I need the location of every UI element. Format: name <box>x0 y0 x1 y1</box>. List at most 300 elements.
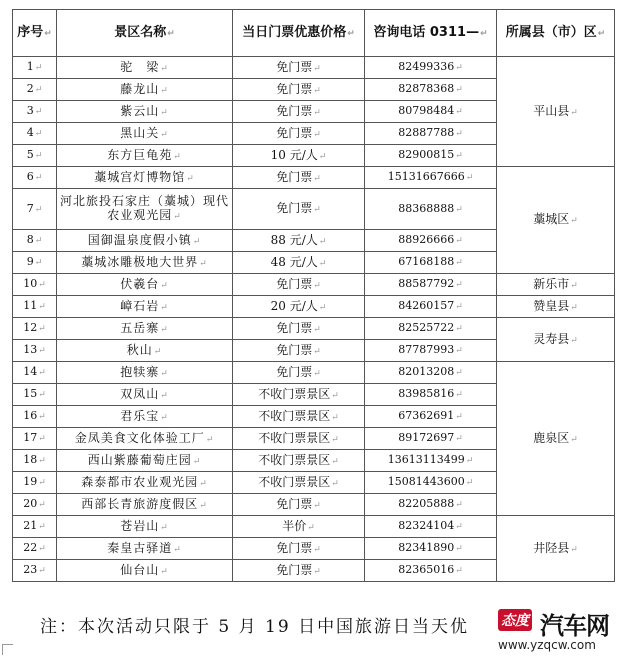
county-name: 赞皇县 <box>533 298 570 313</box>
header-price: 当日门票优惠价格↵ <box>233 10 365 57</box>
paragraph-mark: ↵ <box>199 258 208 269</box>
phone-number-cell <box>365 428 497 450</box>
ticket-price: 免门票 <box>276 342 313 357</box>
paragraph-mark: ↵ <box>313 280 321 291</box>
ticket-price-cell <box>233 472 365 494</box>
scenic-spot-name: 河北旅投石家庄（藁城）现代农业观光园 <box>59 194 229 222</box>
paragraph-mark: ↵ <box>160 85 169 96</box>
ticket-price: 免门票 <box>276 103 313 118</box>
ticket-price-cell <box>233 230 365 252</box>
phone-number: 82525722 <box>398 321 455 334</box>
phone-number-cell <box>365 145 497 167</box>
ticket-price-cell <box>233 79 365 101</box>
county-cell <box>497 362 615 516</box>
row-number: 1 <box>26 60 34 73</box>
row-number-cell <box>13 230 57 252</box>
paragraph-mark: ↵ <box>570 280 578 291</box>
table-header-row <box>13 10 615 57</box>
paragraph-mark: ↵ <box>160 302 169 313</box>
ticket-price: 免门票 <box>276 81 313 96</box>
phone-number-cell <box>365 538 497 560</box>
paragraph-mark: ↵ <box>570 544 578 555</box>
scenic-spot-name: 君乐宝 <box>120 408 160 423</box>
paragraph-mark: ↵ <box>455 368 463 378</box>
scenic-spot-name: 西部长青旅游度假区 <box>81 496 199 511</box>
ticket-price-cell <box>233 516 365 538</box>
paragraph-mark: ↵ <box>313 63 321 74</box>
ticket-price-cell <box>233 101 365 123</box>
phone-number-cell <box>365 79 497 101</box>
table-row <box>13 274 615 296</box>
row-number-cell <box>13 123 57 145</box>
row-number-cell <box>13 494 57 516</box>
ticket-price: 不收门票景区 <box>258 452 331 467</box>
scenic-spot-name-cell <box>57 274 233 296</box>
ticket-price: 88 元/人 <box>270 232 318 247</box>
ticket-price: 不收门票景区 <box>258 386 331 401</box>
county-name: 井陉县 <box>533 540 570 555</box>
phone-number: 15081443600 <box>387 475 465 488</box>
row-number: 3 <box>26 104 34 117</box>
ticket-price-cell <box>233 296 365 318</box>
phone-number-cell <box>365 450 497 472</box>
county-cell <box>497 274 615 296</box>
row-number: 12 <box>23 321 38 334</box>
phone-number: 13613113499 <box>387 453 465 466</box>
paragraph-mark: ↵ <box>455 107 463 117</box>
row-number-cell <box>13 145 57 167</box>
ticket-price-cell <box>233 560 365 582</box>
county-cell <box>497 57 615 167</box>
scenic-spot-name-cell <box>57 189 233 230</box>
phone-number-cell <box>365 406 497 428</box>
paragraph-mark: ↵ <box>318 302 327 313</box>
scenic-spot-name-cell <box>57 230 233 252</box>
row-number: 13 <box>23 343 38 356</box>
paragraph-mark: ↵ <box>38 478 46 488</box>
paragraph-mark: ↵ <box>38 368 46 378</box>
paragraph-mark: ↵ <box>318 236 327 247</box>
paragraph-mark: ↵ <box>34 107 43 117</box>
paragraph-mark: ↵ <box>38 434 46 444</box>
paragraph-mark: ↵ <box>34 63 43 73</box>
paragraph-mark: ↵ <box>153 346 163 357</box>
phone-number: 82878368 <box>398 82 455 95</box>
scenic-spots-table <box>12 9 615 582</box>
paragraph-mark: ↵ <box>455 63 463 73</box>
scenic-spot-name: 紫云山 <box>120 103 160 118</box>
paragraph-mark: ↵ <box>455 346 463 356</box>
phone-number-cell <box>365 516 497 538</box>
paragraph-mark: ↵ <box>455 129 463 139</box>
scenic-spot-name-cell <box>57 560 233 582</box>
paragraph-mark: ↵ <box>34 151 43 161</box>
paragraph-mark: ↵ <box>34 129 43 139</box>
county-cell <box>497 296 615 318</box>
paragraph-mark: ↵ <box>34 258 43 268</box>
logo-url: www.yzqcw.com <box>498 638 596 652</box>
scenic-spot-name: 黑山关 <box>120 125 160 140</box>
row-number-cell <box>13 79 57 101</box>
phone-number-cell <box>365 123 497 145</box>
paragraph-mark: ↵ <box>307 522 315 533</box>
row-number-cell <box>13 189 57 230</box>
row-number: 14 <box>23 365 38 378</box>
row-number: 9 <box>26 255 34 268</box>
paragraph-mark: ↵ <box>160 324 169 335</box>
row-number-cell <box>13 538 57 560</box>
phone-number: 67168188 <box>398 255 455 268</box>
row-number-cell <box>13 516 57 538</box>
row-number-cell <box>13 406 57 428</box>
county-name: 鹿泉区 <box>533 430 570 445</box>
phone-number: 87787993 <box>398 343 455 356</box>
paragraph-mark: ↵ <box>160 368 169 379</box>
row-number: 5 <box>26 148 34 161</box>
paragraph-mark: ↵ <box>192 456 202 467</box>
scenic-spot-name-cell <box>57 428 233 450</box>
phone-number-cell <box>365 101 497 123</box>
phone-number-cell <box>365 296 497 318</box>
scenic-spot-name: 西山紫藤葡萄庄园 <box>87 452 192 467</box>
table-row <box>13 296 615 318</box>
paragraph-mark: ↵ <box>331 412 339 423</box>
scenic-spot-name: 抱犊寨 <box>120 364 160 379</box>
phone-number-cell <box>365 340 497 362</box>
paragraph-mark: ↵ <box>455 500 463 510</box>
scenic-spot-name: 秦皇古驿道 <box>107 540 173 555</box>
phone-number-cell <box>365 472 497 494</box>
row-number: 18 <box>23 453 38 466</box>
ticket-price-cell <box>233 362 365 384</box>
ticket-price: 免门票 <box>276 125 313 140</box>
header-phone: 咨询电话 0311—↵ <box>365 10 497 57</box>
paragraph-mark: ↵ <box>38 280 46 290</box>
paragraph-mark: ↵ <box>318 258 327 269</box>
phone-number: 82499336 <box>398 60 455 73</box>
table-row <box>13 362 615 384</box>
scenic-spot-name: 嶂石岩 <box>120 298 160 313</box>
row-number: 10 <box>23 277 38 290</box>
paragraph-mark: ↵ <box>38 302 46 312</box>
scenic-spot-name: 藁城冰雕极地大世界 <box>81 254 199 269</box>
paragraph-mark: ↵ <box>38 500 46 510</box>
paragraph-mark: ↵ <box>160 566 169 577</box>
scenic-spot-name: 苍岩山 <box>120 518 160 533</box>
ticket-price-cell <box>233 406 365 428</box>
paragraph-mark: ↵ <box>38 390 46 400</box>
county-cell <box>497 167 615 274</box>
paragraph-mark: ↵ <box>313 368 321 379</box>
table-row <box>13 57 615 79</box>
paragraph-mark: ↵ <box>455 434 463 444</box>
scenic-spot-name-cell <box>57 472 233 494</box>
row-number: 2 <box>26 82 34 95</box>
scenic-spot-name: 藁城宫灯博物馆 <box>94 169 186 184</box>
paragraph-mark: ↵ <box>38 566 46 576</box>
table-row <box>13 167 615 189</box>
ticket-price: 免门票 <box>276 276 313 291</box>
ticket-price-cell <box>233 538 365 560</box>
paragraph-mark: ↵ <box>38 544 46 554</box>
phone-number: 80798484 <box>398 104 455 117</box>
paragraph-mark: ↵ <box>455 280 463 290</box>
paragraph-mark: ↵ <box>331 434 339 445</box>
phone-number: 88587792 <box>398 277 455 290</box>
site-logo <box>496 606 620 654</box>
scenic-spot-name-cell <box>57 79 233 101</box>
county-name: 藁城区 <box>533 212 570 226</box>
ticket-price-cell <box>233 189 365 230</box>
ticket-price-cell <box>233 384 365 406</box>
phone-number-cell <box>365 384 497 406</box>
row-number: 17 <box>23 431 38 444</box>
scenic-spot-name: 金凤美食文化体验工厂 <box>74 430 205 445</box>
paragraph-mark: ↵ <box>186 173 195 184</box>
paragraph-mark: ↵ <box>331 456 339 467</box>
row-number-cell <box>13 167 57 189</box>
paragraph-mark: ↵ <box>160 107 169 118</box>
county-name: 灵寿县 <box>533 331 570 346</box>
paragraph-mark: ↵ <box>34 204 43 215</box>
scenic-spot-name-cell <box>57 362 233 384</box>
row-number-cell <box>13 101 57 123</box>
phone-number-cell <box>365 252 497 274</box>
phone-number-cell <box>365 362 497 384</box>
phone-number-cell <box>365 318 497 340</box>
paragraph-mark: ↵ <box>455 85 463 95</box>
paragraph-mark: ↵ <box>313 500 321 511</box>
row-number-cell <box>13 384 57 406</box>
ticket-price-cell <box>233 123 365 145</box>
paragraph-mark: ↵ <box>313 566 321 577</box>
row-number: 4 <box>26 126 34 139</box>
scenic-spot-name-cell <box>57 450 233 472</box>
row-number-cell <box>13 340 57 362</box>
phone-number: 82341890 <box>398 541 455 554</box>
scenic-spot-name: 东方巨龟苑 <box>107 147 173 162</box>
paragraph-mark: ↵ <box>160 522 169 533</box>
phone-number-cell <box>365 167 497 189</box>
scenic-spot-name: 仙台山 <box>120 562 160 577</box>
phone-number: 88368888 <box>398 201 455 215</box>
row-number: 23 <box>23 563 38 576</box>
paragraph-mark: ↵ <box>192 236 202 247</box>
ticket-price: 免门票 <box>276 59 313 74</box>
row-number: 8 <box>26 233 34 246</box>
table-row <box>13 516 615 538</box>
paragraph-mark: ↵ <box>313 85 321 96</box>
table-row <box>13 318 615 340</box>
phone-number: 67362691 <box>398 409 455 422</box>
phone-number-cell <box>365 230 497 252</box>
row-number: 20 <box>23 497 38 510</box>
phone-number: 82900815 <box>398 148 455 161</box>
scenic-spot-name: 国御温泉度假小镇 <box>87 232 192 247</box>
scenic-spot-name: 驼 梁 <box>120 59 160 74</box>
paragraph-mark: ↵ <box>318 151 327 162</box>
paragraph-mark: ↵ <box>38 324 46 334</box>
paragraph-mark: ↵ <box>313 205 321 215</box>
row-number-cell <box>13 362 57 384</box>
phone-number-cell <box>365 494 497 516</box>
ticket-price-cell <box>233 274 365 296</box>
phone-number: 84260157 <box>398 299 455 312</box>
paragraph-mark: ↵ <box>38 522 46 532</box>
ticket-price: 不收门票景区 <box>258 408 331 423</box>
scenic-spot-name: 伏羲台 <box>120 276 160 291</box>
row-number-cell <box>13 560 57 582</box>
county-cell <box>497 318 615 362</box>
county-cell <box>497 516 615 582</box>
row-number-cell <box>13 318 57 340</box>
ticket-price: 免门票 <box>276 496 313 511</box>
paragraph-mark: ↵ <box>455 258 463 268</box>
paragraph-mark: ↵ <box>455 390 463 400</box>
row-number-cell <box>13 274 57 296</box>
ticket-price-cell <box>233 145 365 167</box>
scenic-spot-name: 双凤山 <box>120 386 160 401</box>
paragraph-mark: ↵ <box>205 434 215 445</box>
ticket-price: 半价 <box>282 518 307 533</box>
county-name: 新乐市 <box>533 276 570 291</box>
ticket-price: 免门票 <box>276 201 313 215</box>
county-name: 平山县 <box>533 103 570 118</box>
ticket-price-cell <box>233 252 365 274</box>
scenic-spot-name-cell <box>57 252 233 274</box>
row-number: 21 <box>23 519 38 532</box>
paragraph-mark: ↵ <box>465 456 474 466</box>
table-body <box>13 57 615 582</box>
paragraph-mark: ↵ <box>313 544 321 555</box>
phone-number-cell <box>365 560 497 582</box>
scenic-spot-name: 森泰都市农业观光园 <box>81 474 199 489</box>
paragraph-mark: ↵ <box>570 434 578 445</box>
paragraph-mark: ↵ <box>455 151 463 161</box>
paragraph-mark: ↵ <box>160 63 169 74</box>
paragraph-mark: ↵ <box>38 346 46 356</box>
paragraph-mark: ↵ <box>465 478 474 488</box>
scenic-spot-name-cell <box>57 296 233 318</box>
ticket-price: 48 元/人 <box>270 254 318 269</box>
row-number-cell <box>13 296 57 318</box>
paragraph-mark: ↵ <box>313 346 321 357</box>
paragraph-mark: ↵ <box>38 412 46 422</box>
row-number: 19 <box>23 475 38 488</box>
row-number: 11 <box>23 299 38 312</box>
paragraph-mark: ↵ <box>313 129 321 140</box>
ticket-price-cell <box>233 340 365 362</box>
phone-number: 82205888 <box>398 497 455 510</box>
row-number: 16 <box>23 409 38 422</box>
paragraph-mark: ↵ <box>465 173 474 183</box>
row-number-cell <box>13 472 57 494</box>
paragraph-mark: ↵ <box>455 412 463 422</box>
paragraph-mark: ↵ <box>160 280 169 291</box>
paragraph-mark: ↵ <box>331 390 339 401</box>
scenic-spot-name-cell <box>57 538 233 560</box>
paragraph-mark: ↵ <box>199 500 208 511</box>
paragraph-mark: ↵ <box>455 522 463 532</box>
scenic-spot-name-cell <box>57 384 233 406</box>
paragraph-mark: ↵ <box>160 412 169 423</box>
paragraph-mark: ↵ <box>570 216 578 226</box>
paragraph-mark: ↵ <box>455 302 463 312</box>
header-no: 序号↵ <box>13 10 57 57</box>
ticket-price-cell <box>233 167 365 189</box>
paragraph-mark: ↵ <box>173 151 182 162</box>
paragraph-mark: ↵ <box>455 204 463 215</box>
phone-number: 15131667666 <box>387 170 465 183</box>
phone-number: 82324104 <box>398 519 455 532</box>
paragraph-mark: ↵ <box>38 456 46 466</box>
scenic-spot-name: 藤龙山 <box>120 81 160 96</box>
logo-badge: 态度 <box>498 609 532 631</box>
ticket-price-cell <box>233 450 365 472</box>
ticket-price-cell <box>233 494 365 516</box>
paragraph-mark: ↵ <box>173 544 182 555</box>
paragraph-mark: ↵ <box>313 173 321 184</box>
row-number: 6 <box>26 170 34 183</box>
phone-number: 82365016 <box>398 563 455 576</box>
scenic-spot-name: 秋山 <box>126 342 153 357</box>
ticket-price-cell <box>233 318 365 340</box>
scenic-spot-name-cell <box>57 101 233 123</box>
scenic-spot-name-cell <box>57 318 233 340</box>
phone-number-cell <box>365 274 497 296</box>
paragraph-mark: ↵ <box>570 302 578 313</box>
footnote: 注：本次活动只限于 5 月 19 日中国旅游日当天优 <box>40 617 470 637</box>
phone-number: 83985816 <box>398 387 455 400</box>
paragraph-mark: ↵ <box>34 173 43 183</box>
phone-number-cell <box>365 189 497 230</box>
phone-number: 82887788 <box>398 126 455 139</box>
row-number: 7 <box>26 201 34 215</box>
paragraph-mark: ↵ <box>173 212 182 222</box>
header-name: 景区名称↵ <box>57 10 233 57</box>
scenic-spot-name-cell <box>57 516 233 538</box>
paragraph-mark: ↵ <box>34 85 43 95</box>
paragraph-mark: ↵ <box>570 107 578 118</box>
scenic-spot-name-cell <box>57 167 233 189</box>
paragraph-mark: ↵ <box>331 478 339 489</box>
scenic-spot-name: 五岳寨 <box>120 320 160 335</box>
paragraph-mark: ↵ <box>199 478 208 489</box>
ticket-price: 20 元/人 <box>270 298 318 313</box>
phone-number-cell <box>365 57 497 79</box>
paragraph-mark: ↵ <box>455 324 463 334</box>
ticket-price: 免门票 <box>276 169 313 184</box>
scenic-spot-name-cell <box>57 57 233 79</box>
row-number-cell <box>13 252 57 274</box>
scenic-spot-name-cell <box>57 340 233 362</box>
ticket-price: 免门票 <box>276 364 313 379</box>
phone-number: 82013208 <box>398 365 455 378</box>
scenic-spot-name-cell <box>57 123 233 145</box>
ticket-price: 免门票 <box>276 540 313 555</box>
paragraph-mark: ↵ <box>455 236 463 246</box>
paragraph-mark: ↵ <box>313 107 321 118</box>
phone-number: 88926666 <box>398 233 455 246</box>
paragraph-mark: ↵ <box>160 390 169 401</box>
scenic-spot-name-cell <box>57 494 233 516</box>
paragraph-mark: ↵ <box>34 236 43 246</box>
ticket-price: 不收门票景区 <box>258 430 331 445</box>
paragraph-mark: ↵ <box>455 566 463 576</box>
header-county: 所属县（市）区↵ <box>497 10 615 57</box>
row-number-cell <box>13 450 57 472</box>
ticket-price-cell <box>233 57 365 79</box>
